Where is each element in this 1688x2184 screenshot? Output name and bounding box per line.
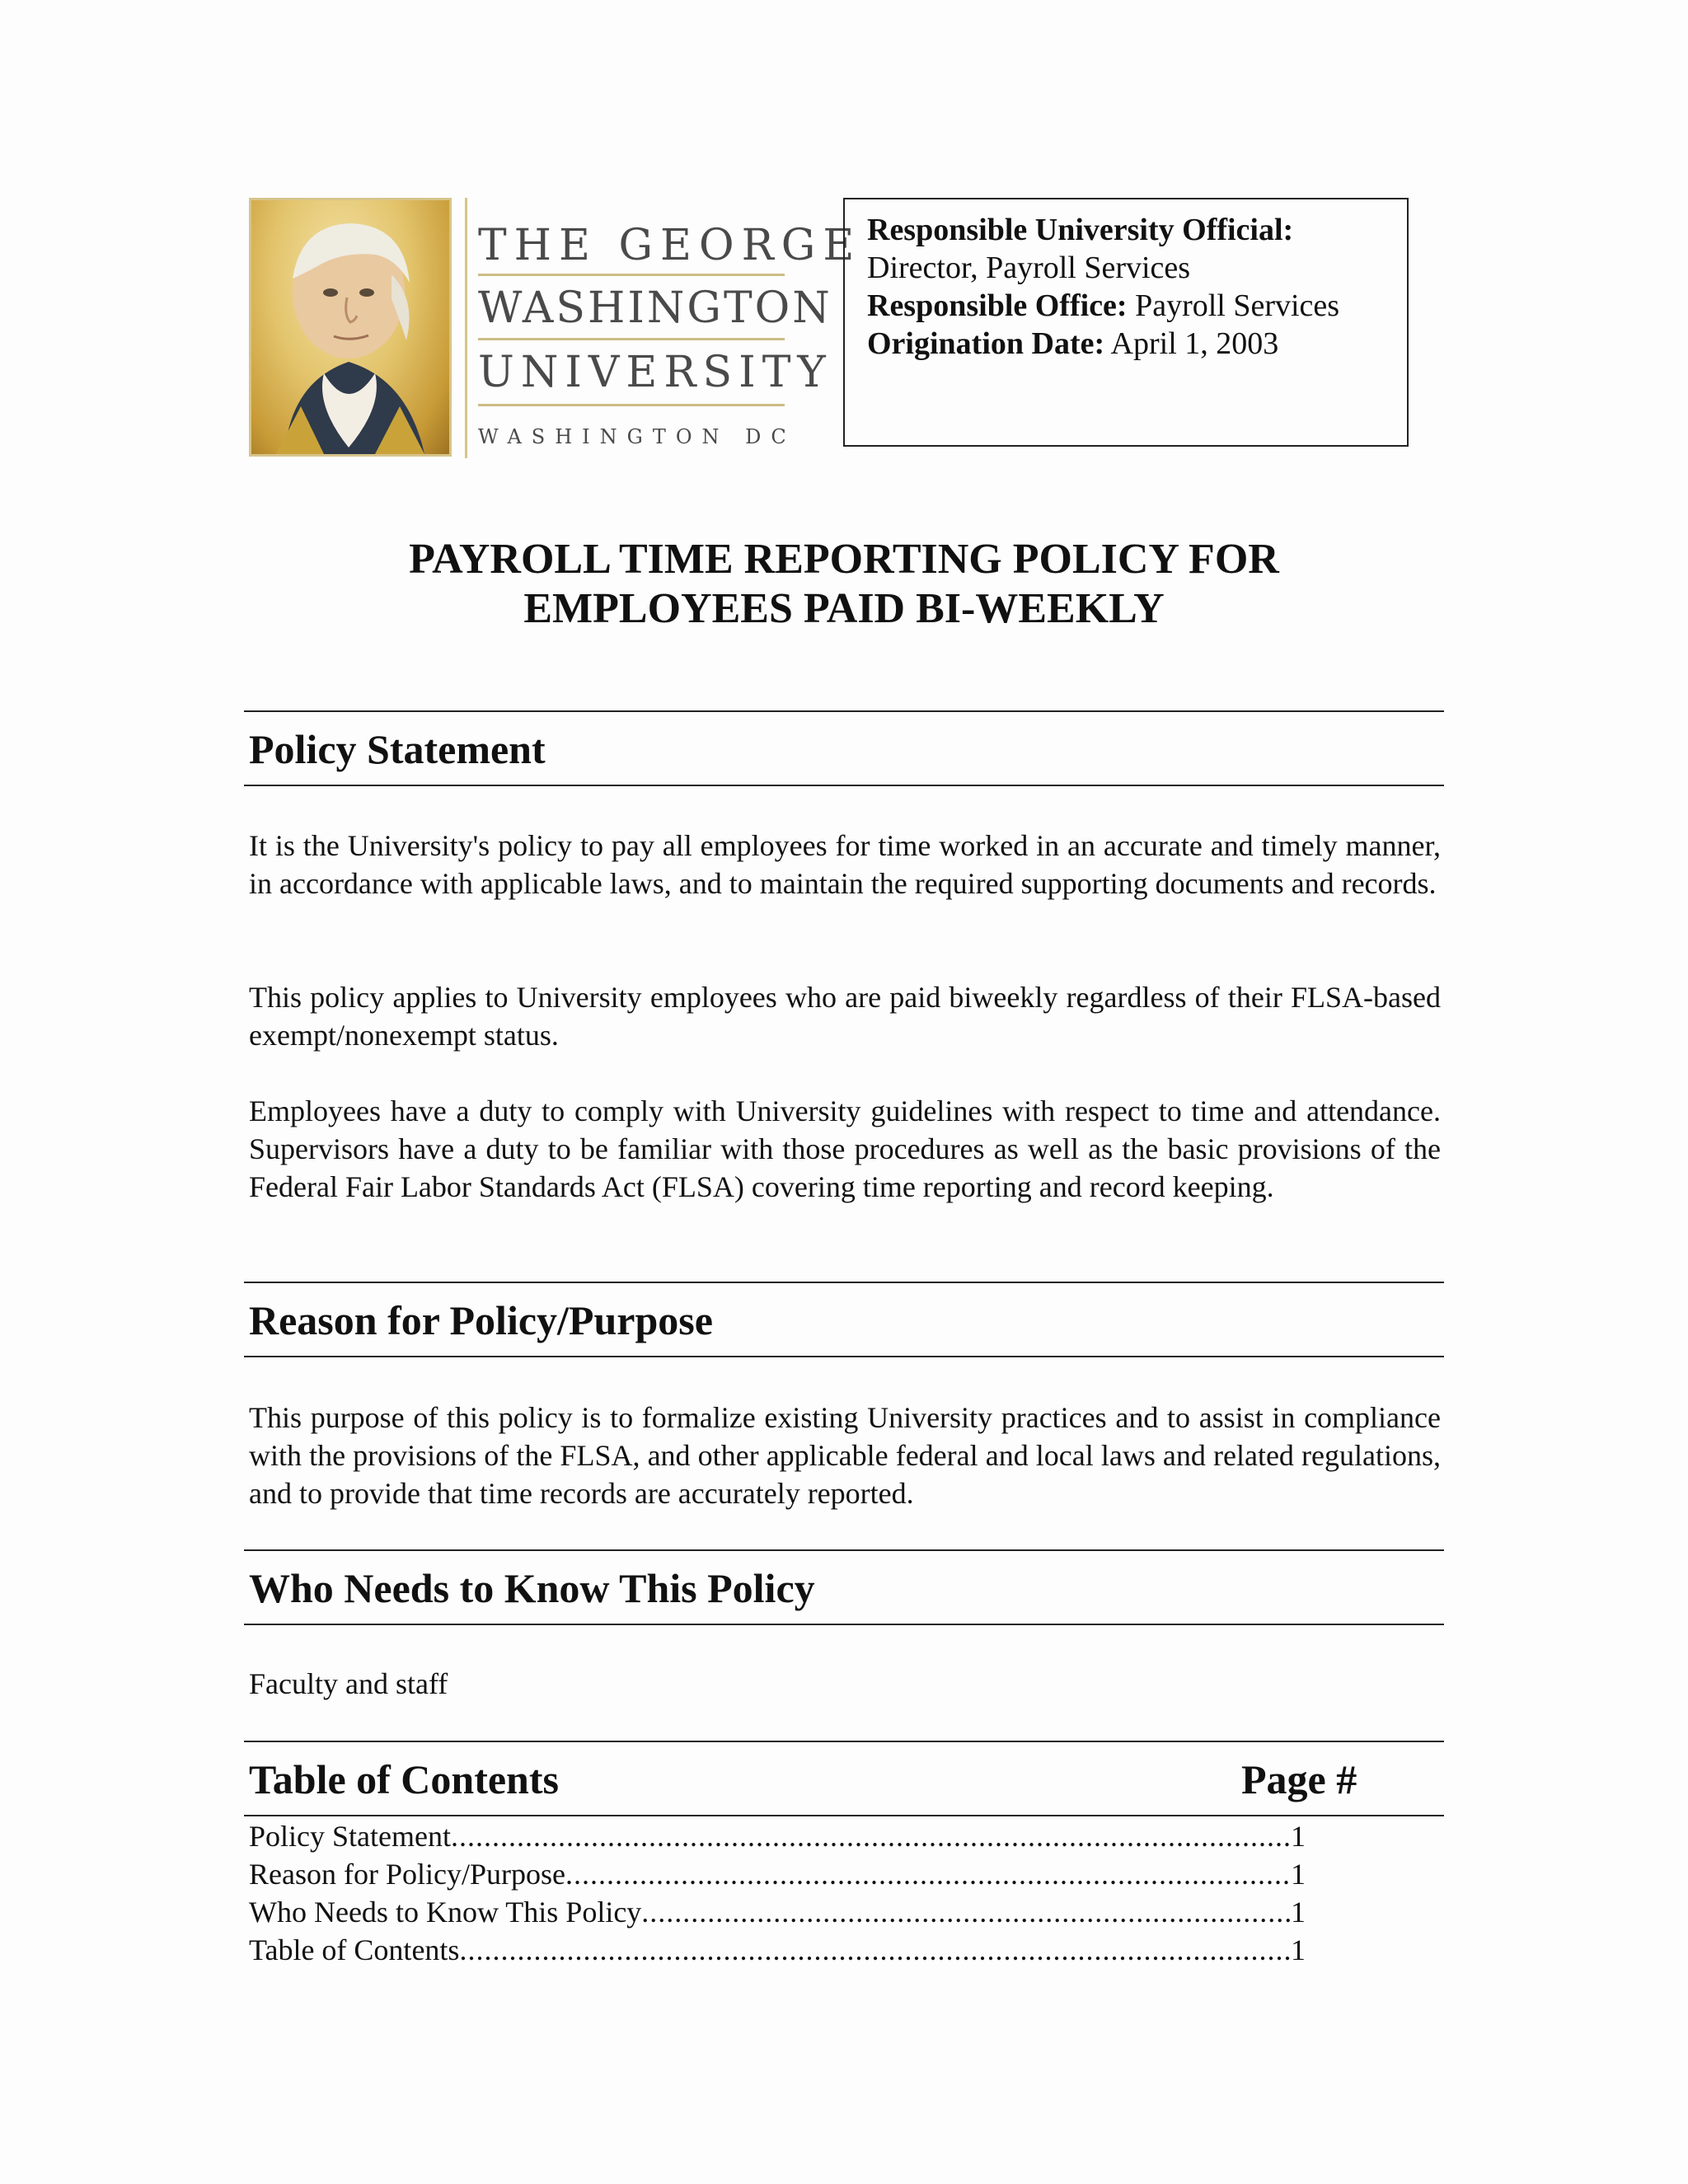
official-value: Director, Payroll Services: [867, 251, 1191, 285]
official-label: Responsible University Official:: [867, 213, 1294, 247]
logo-line-1: THE GEORGE: [478, 221, 862, 270]
heading-table-of-contents: Table of Contents: [249, 1756, 559, 1802]
toc-item-page: 1: [1291, 1858, 1306, 1891]
toc-leader-dots: [459, 1931, 1291, 1969]
logo-rule: [478, 338, 785, 340]
heading-policy-statement: Policy Statement: [249, 726, 546, 772]
toc-item-label: Policy Statement: [249, 1820, 451, 1853]
toc-item[interactable]: [249, 1893, 1306, 1931]
responsibility-box: [843, 198, 1409, 447]
university-logo: [249, 198, 862, 458]
heading-reason: Reason for Policy/Purpose: [249, 1297, 713, 1343]
section-divider: [244, 1741, 1444, 1742]
section-divider: [244, 1815, 1444, 1816]
section-divider: [244, 1624, 1444, 1625]
section-divider: [244, 710, 1444, 712]
toc-leader-dots: [641, 1893, 1291, 1931]
section-divider: [244, 1356, 1444, 1357]
toc-item-page: 1: [1291, 1933, 1306, 1966]
toc-item[interactable]: [249, 1931, 1306, 1969]
portrait-illustration: [251, 200, 449, 454]
date-label: Origination Date:: [867, 326, 1105, 361]
toc-leader-dots: [565, 1855, 1291, 1893]
toc-item-page: 1: [1291, 1820, 1306, 1853]
toc-item-label: Who Needs to Know This Policy: [249, 1896, 642, 1929]
date-value: April 1, 2003: [1110, 326, 1279, 361]
logo-line-4: WASHINGTON DC: [478, 425, 796, 448]
toc-item[interactable]: [249, 1817, 1306, 1855]
logo-rule: [478, 404, 785, 406]
toc-item[interactable]: [249, 1855, 1306, 1893]
section-divider: [244, 785, 1444, 786]
portrait-image: [249, 198, 452, 457]
document-title-line-2: EMPLOYEES PAID BI-WEEKLY: [523, 585, 1165, 632]
office-label: Responsible Office:: [867, 288, 1128, 323]
office-value: Payroll Services: [1135, 288, 1340, 323]
logo-wordmark: [462, 198, 862, 458]
toc-item-page: 1: [1291, 1896, 1306, 1929]
who-paragraph: Faculty and staff: [249, 1667, 448, 1700]
document-title-line-1: PAYROLL TIME REPORTING POLICY FOR: [409, 536, 1279, 583]
policy-paragraph-3: Employees have a duty to comply with University guidelines with respect to time and attendance. Supervisors have a duty to be familiar with those procedures as well as the basic provisions of the Federal Fair Labor Standards Act (FLSA) covering time reporting and record keeping.: [249, 1094, 1441, 1203]
policy-paragraph-2: This policy applies to University employees who are paid biweekly regardless of their FLSA-based exempt/nonexempt status.: [249, 981, 1441, 1052]
reason-paragraph: This purpose of this policy is to formalize existing University practices and to assist in compliance with the provisions of the FLSA, and other applicable federal and local laws and related regulations, and to provide that time records are accurately reported.: [249, 1401, 1441, 1510]
toc-item-label: Reason for Policy/Purpose: [249, 1858, 565, 1891]
section-divider: [244, 1549, 1444, 1551]
policy-paragraph-1: It is the University's policy to pay all employees for time worked in an accurate and timely manner, in accordance with applicable laws, and to maintain the required supporting documents and records.: [249, 829, 1441, 900]
logo-line-2: WASHINGTON: [478, 284, 832, 333]
logo-rule: [478, 274, 785, 276]
section-divider: [244, 1282, 1444, 1283]
logo-line-3: UNIVERSITY: [478, 348, 832, 397]
heading-page-number: Page #: [1241, 1756, 1357, 1802]
heading-who-needs-to-know: Who Needs to Know This Policy: [249, 1565, 815, 1611]
toc-leader-dots: [451, 1817, 1291, 1855]
toc-item-label: Table of Contents: [249, 1933, 460, 1966]
